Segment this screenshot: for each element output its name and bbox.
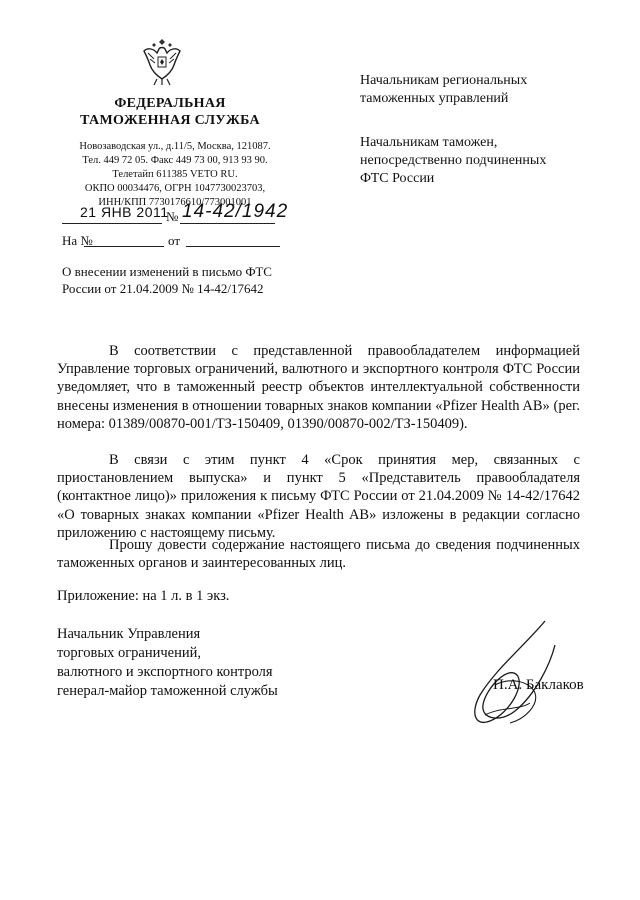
signatory-title-line2: торговых ограничений, bbox=[57, 645, 201, 661]
attachment-note: Приложение: на 1 л. в 1 экз. bbox=[57, 588, 230, 604]
addressee-line5: ФТС России bbox=[360, 171, 435, 186]
signatory-title-line4: генерал-майор таможенной службы bbox=[57, 683, 278, 699]
subject-line2: России от 21.04.2009 № 14-42/17642 bbox=[62, 281, 264, 296]
reference-number-label: На № bbox=[62, 233, 93, 248]
org-teletype-line: Телетайп 611385 VETO RU. bbox=[112, 169, 238, 180]
org-address-line: Новозаводская ул., д.11/5, Москва, 121087. bbox=[79, 141, 271, 152]
addressee-line3: Начальникам таможен, bbox=[360, 135, 498, 150]
outgoing-date-stamp: 21 ЯНВ 2011 bbox=[80, 204, 169, 220]
outgoing-number-handwritten: 14-42/1942 bbox=[182, 201, 289, 222]
addressee-line4: непосредственно подчиненных bbox=[360, 153, 547, 168]
organization-name-line2: ТАМОЖЕННАЯ СЛУЖБА bbox=[80, 113, 260, 128]
org-phone-line: Тел. 449 72 05. Факс 449 73 00, 913 93 90. bbox=[82, 155, 268, 166]
body-paragraph-2: В связи с этим пункт 4 «Срок принятия мер, связанных с приостановлением выпуска» и пункт 5 «Представитель правообладателя (контактное лицо)» приложения к письму ФТС России от 21.04.2009 № 14-42/17642 «О товарных знаках компании «Pfizer Health AB» изложены в редакции согласно приложению с настоящему письму. bbox=[57, 452, 580, 541]
org-tax-id-line: ИНН/КПП 7730176610/773001001 bbox=[98, 197, 252, 208]
date-underline bbox=[62, 223, 162, 224]
number-underline bbox=[180, 223, 275, 224]
subject-line1: О внесении изменений в письмо ФТС bbox=[62, 264, 272, 279]
number-label: № bbox=[166, 209, 179, 224]
eagle-emblem-icon bbox=[140, 35, 184, 87]
handwritten-signature-icon bbox=[455, 615, 575, 735]
org-registration-line: ОКПО 00034476, ОГРН 1047730023703, bbox=[84, 183, 266, 194]
reference-date-blank bbox=[186, 246, 280, 247]
signatory-title-line3: валютного и экспортного контроля bbox=[57, 664, 273, 680]
signatory-name: П.А. Баклаков bbox=[493, 677, 584, 693]
signatory-title-line1: Начальник Управления bbox=[57, 626, 201, 642]
reference-date-label: от bbox=[168, 233, 181, 248]
body-paragraph-3: Прошу довести содержание настоящего письма до сведения подчиненных таможенных органов и заинтересованных лиц. bbox=[57, 537, 580, 572]
addressee-line2: таможенных управлений bbox=[360, 91, 509, 106]
body-paragraph-1: В соответствии с представленной правообладателем информацией Управление торговых ограничений, валютного и экспортного контроля ФТС России уведомляет, что в таможенный реестр объектов интеллектуальной собственности внесены изменения в отношении товарных знаков компании «Pfizer Health AB» (рег. номера: 01389/00870-001/ТЗ-150409, 01390/00870-002/ТЗ-150409). bbox=[57, 343, 580, 432]
addressee-line1: Начальникам региональных bbox=[360, 73, 528, 88]
reference-number-blank bbox=[84, 246, 164, 247]
organization-name-line1: ФЕДЕРАЛЬНАЯ bbox=[114, 96, 226, 111]
